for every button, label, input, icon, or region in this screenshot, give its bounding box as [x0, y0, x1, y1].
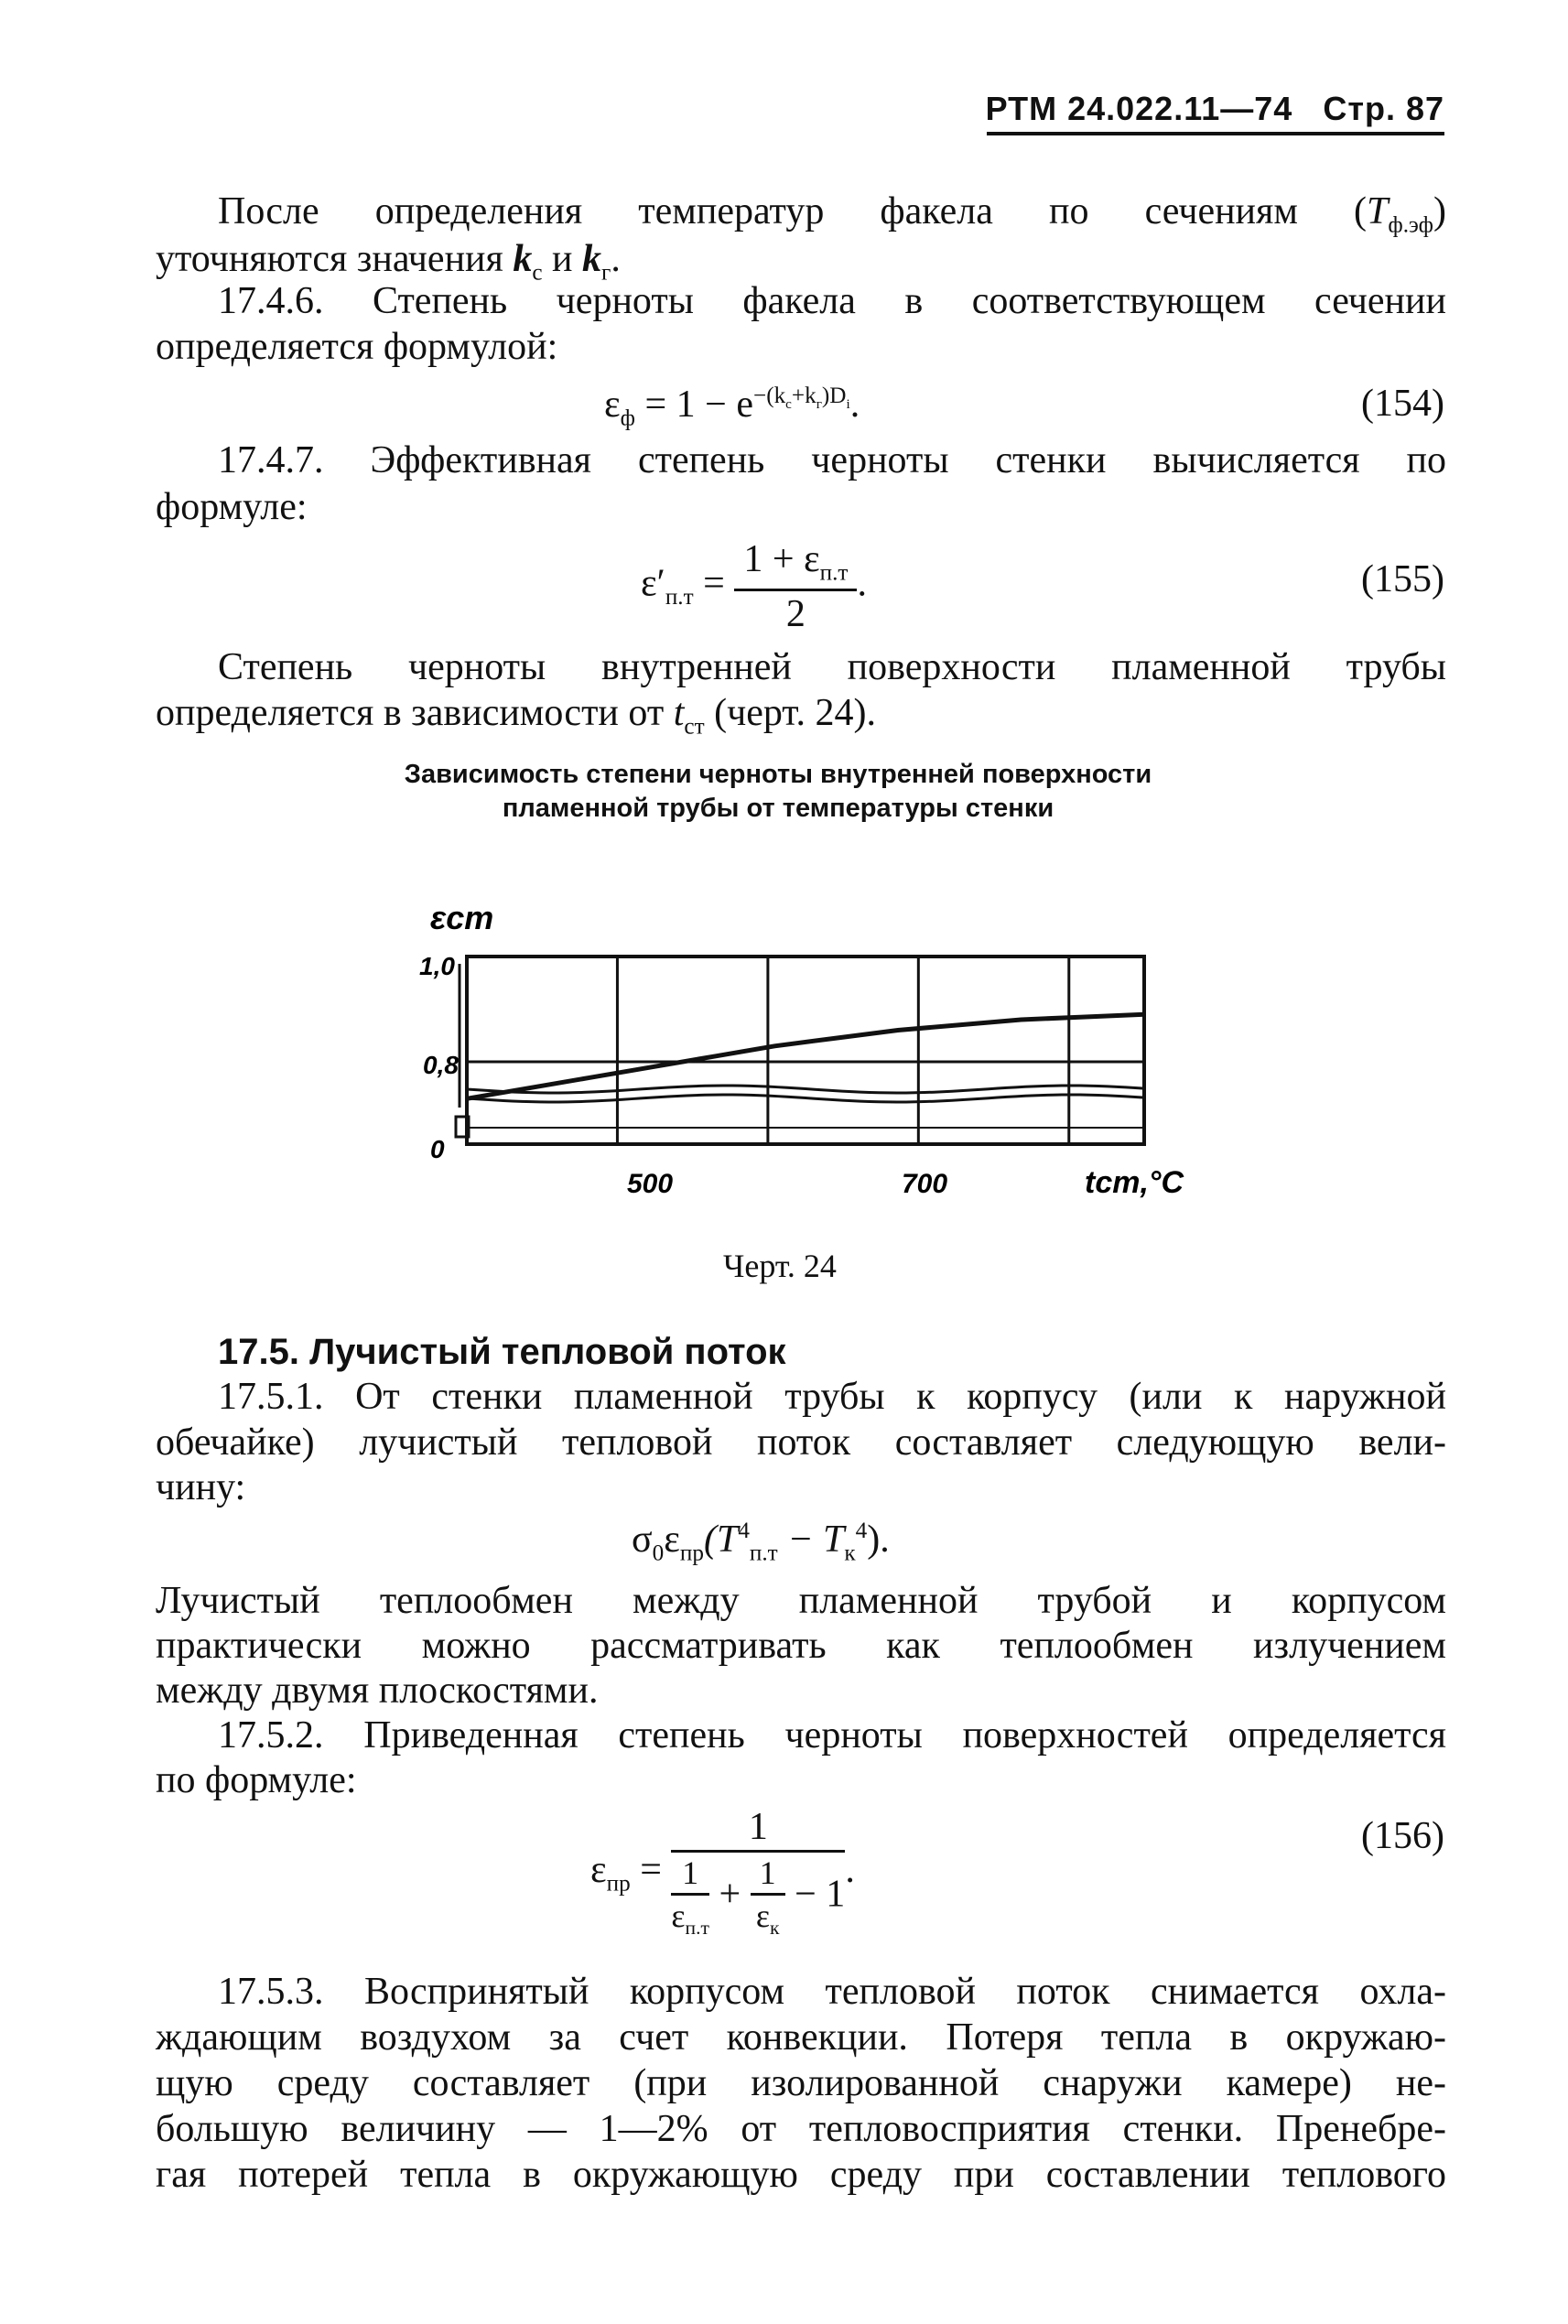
p7-line1: 17.5.2. Приведенная степень черноты поверхностей определяется [218, 1714, 1446, 1757]
p8-line1: 17.5.3. Воспринятый корпусом тепловой поток снимается охла- [218, 1971, 1446, 2013]
p3-line1: 17.4.7. Эффективная степень черноты стенки вычисляется по [218, 439, 1446, 481]
x-tick-700: 700 [902, 1169, 948, 1199]
p5-line3: чину: [156, 1466, 246, 1508]
p8-line3: щую среду составляет (при изолированной снаружи камере) не- [156, 2062, 1446, 2104]
figure-label: Черт. 24 [723, 1248, 837, 1284]
p8-line4: большую величину — 1—2% от тепловосприятия стенки. Пренебре- [156, 2108, 1446, 2150]
p7-line2: по формуле: [156, 1759, 357, 1801]
y-tick-1-0: 1,0 [419, 952, 455, 980]
p8-line2: ждающим воздухом за счет конвекции. Потеря тепла в окружаю- [156, 2016, 1446, 2059]
y-tick-0-8: 0,8 [423, 1051, 459, 1079]
equation-number-155: (155) [1361, 558, 1444, 600]
section-title: 17.5. Лучистый тепловой поток [218, 1332, 786, 1372]
document-code: РТМ 24.022.11—74 [985, 90, 1293, 127]
p5-line1: 17.5.1. От стенки пламенной трубы к корпусу (или к наружной [218, 1376, 1446, 1418]
p3-line2: формуле: [156, 486, 308, 528]
p4-line1: Степень черноты внутренней поверхности пламенной трубы [218, 646, 1446, 688]
p2-line2: определяется формулой: [156, 326, 558, 368]
header-rule [987, 132, 1444, 135]
p1-line2: уточняются значения $k_с$ и $k_г$. [156, 238, 621, 286]
equation-156: $\varepsilon_{пр}$ = 1 $\frac{1}{\varepsilon_{п.т}}$ + $\frac{1}{\varepsilon_к}$ − 1 . [590, 1806, 855, 1940]
x-tick-500: 500 [627, 1169, 674, 1199]
p4-line2: определяется в зависимости от $t_{ст}$ (черт. 24). [156, 692, 876, 740]
chart-grid [467, 957, 1144, 1144]
axis-break-line [467, 1095, 1144, 1102]
emissivity-chart [403, 902, 1190, 1204]
equation-155: $\varepsilon'_{п.т}$ = $\frac{1 + \varepsilon_{п.т}}{2}$ . [641, 538, 867, 635]
p1-line1: После определения температур факела по сечениям $(T_{ф.эф})$ [218, 190, 1446, 238]
equation-154: $\varepsilon_ф = 1 - e^{-(k_с+k_г)D_i}$. [604, 384, 860, 431]
chart-frame [467, 957, 1144, 1144]
axis-break-line [467, 1086, 1144, 1093]
equation-number-156: (156) [1361, 1815, 1444, 1857]
y-tick-0: 0 [430, 1135, 445, 1163]
p6-line2: практически можно рассматривать как теплообмен излучением [156, 1625, 1446, 1667]
y-axis-label: εcm [430, 902, 494, 936]
p5-line2: обечайке) лучистый тепловой поток составляет следующую вели- [156, 1421, 1446, 1464]
axis-break [456, 964, 1144, 1137]
p6-line3: между двумя плоскостями. [156, 1670, 599, 1712]
equation-number-154: (154) [1361, 383, 1444, 425]
running-header [986, 90, 1444, 128]
x-axis-label: tcm,°C [1085, 1165, 1184, 1200]
page-number: Стр. 87 [1323, 90, 1444, 127]
p2-line1: 17.4.6. Степень черноты факела в соответствующем сечении [218, 280, 1446, 322]
equation-flux: $\sigma_0\varepsilon_{пр}(T^4_{п.т} - T_к^4)$. [632, 1519, 890, 1566]
p6-line1: Лучистый теплообмен между пламенной трубой и корпусом [156, 1580, 1446, 1622]
chart-caption: Зависимость степени черноты внутренней поверхности пламенной трубы от температуры стенки [404, 760, 1152, 823]
p8-line5: гая потерей тепла в окружающую среду при составлении теплового [156, 2154, 1446, 2196]
